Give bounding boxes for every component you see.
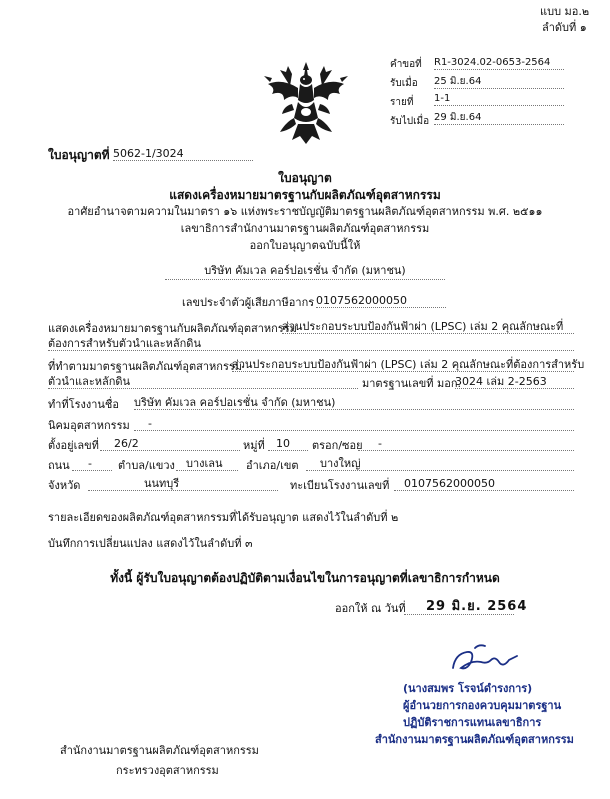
- signature: [445, 640, 525, 676]
- tambon-label: ตำบล/แขวง: [118, 459, 175, 472]
- list-value: 1-1: [434, 94, 564, 106]
- province-value: นนทบุรี: [144, 477, 180, 490]
- garuda-emblem: [262, 60, 350, 146]
- tambon-value: บางเลน: [186, 457, 223, 470]
- details-note: รายละเอียดของผลิตภัณฑ์อุตสาหกรรมที่ได้รับอนุญาต แสดงไว้ในลำดับที่ ๒: [48, 511, 399, 524]
- signatory-title3: สำนักงานมาตรฐานผลิตภัณฑ์อุตสาหกรรม: [375, 733, 574, 746]
- picked-label: รับไปเมื่อ: [390, 116, 430, 127]
- issued-date-stamp: 29 มิ.ย. 2564: [426, 599, 528, 614]
- tambon-value-line: [176, 458, 238, 471]
- standard-label: ที่ทำตามมาตรฐานผลิตภัณฑ์อุตสาหกรรม: [48, 360, 243, 373]
- amphoe-value-line: [306, 458, 574, 471]
- picked-value: 29 มิ.ย.64: [434, 113, 564, 125]
- soi-value: -: [378, 437, 382, 450]
- product-label: แสดงเครื่องหมายมาตรฐานกับผลิตภัณฑ์อุตสาหกรรม: [48, 322, 297, 335]
- company-name: บริษัท คัมเวล คอร์ปอเรชั่น จำกัด (มหาชน): [204, 264, 406, 277]
- soi-label: ตรอก/ซอย: [312, 439, 363, 452]
- license-no-value: 5062-1/3024: [113, 148, 253, 161]
- road-value-line: [72, 458, 112, 471]
- estate-label: นิคมอุตสาหกรรม: [48, 419, 130, 432]
- signatory-title2: ปฏิบัติราชการแทนเลขาธิการ: [403, 716, 542, 729]
- request-no-value: R1-3024.02-0653-2564: [434, 58, 564, 70]
- license-no-label: ใบอนุญาตที่: [48, 148, 110, 162]
- address-value: 26/2: [114, 437, 139, 450]
- soi-value-line: [358, 438, 574, 451]
- title-sub: แสดงเครื่องหมายมาตรฐานกับผลิตภัณฑ์อุตสาหกรรม: [169, 188, 441, 202]
- address-label: ตั้งอยู่เลขที่: [48, 439, 99, 452]
- title-authority: อาศัยอำนาจตามความในมาตรา ๑๖ แห่งพระราชบัญญัติมาตรฐานผลิตภัณฑ์อุตสาหกรรม พ.ศ. ๒๕๑๑: [67, 205, 543, 218]
- road-value: -: [88, 457, 92, 470]
- received-label: รับเมื่อ: [390, 78, 418, 89]
- reg-value: 0107562000050: [404, 477, 495, 490]
- form-code: แบบ มอ.๒: [540, 5, 590, 18]
- address-value-line: [100, 438, 240, 451]
- amphoe-value: บางใหญ่: [320, 457, 361, 470]
- product-value-line2: ต้องการสำหรับตัวนำและหลักดิน: [48, 338, 574, 351]
- province-value-line: [88, 478, 278, 491]
- received-value: 25 มิ.ย.64: [434, 77, 564, 89]
- title-main: ใบอนุญาต: [278, 171, 332, 185]
- province-label: จังหวัด: [48, 479, 81, 492]
- amphoe-label: อำเภอ/เขต: [246, 459, 299, 472]
- estate-value-line: [134, 418, 574, 431]
- moo-value-line: [268, 438, 308, 451]
- garuda-icon: [262, 60, 350, 146]
- reg-label: ทะเบียนโรงงานเลขที่: [290, 479, 390, 492]
- signatory-title1: ผู้อำนวยการกองควบคุมมาตรฐาน: [403, 699, 562, 712]
- product-value-line1: ส่วนประกอบระบบป้องกันฟ้าผ่า (LPSC) เล่ม 2 คุณลักษณะที่: [282, 321, 574, 334]
- road-label: ถนน: [48, 459, 70, 472]
- footer-ministry: กระทรวงอุตสาหกรรม: [116, 764, 219, 777]
- title-secretary: เลขาธิการสำนักงานมาตรฐานผลิตภัณฑ์อุตสาหกรรม: [180, 222, 430, 235]
- title-issue: ออกใบอนุญาตฉบับนี้ให้: [249, 239, 361, 252]
- footer-office: สำนักงานมาตรฐานผลิตภัณฑ์อุตสาหกรรม: [60, 744, 259, 757]
- request-no-label: คำขอที่: [390, 59, 422, 70]
- reg-value-line: [394, 478, 574, 491]
- company-underline: [165, 279, 445, 280]
- moo-value: 10: [276, 437, 290, 450]
- standard-number-label: มาตรฐานเลขที่ มอก.: [362, 377, 462, 390]
- factory-name-label: ทำที่โรงงานชื่อ: [48, 398, 120, 411]
- moo-label: หมู่ที่: [243, 439, 265, 452]
- standard-number-value: 3024 เล่ม 2-2563: [455, 376, 574, 389]
- signatory-name: (นางสมพร โรจน์ดำรงการ): [403, 682, 533, 695]
- issued-label: ออกให้ ณ วันที่: [335, 602, 406, 615]
- factory-name-value: บริษัท คัมเวล คอร์ปอเรชั่น จำกัด (มหาชน): [134, 397, 574, 410]
- changes-note: บันทึกการเปลี่ยนแปลง แสดงไว้ในลำดับที่ ๓: [48, 537, 253, 550]
- tax-label: เลขประจำตัวผู้เสียภาษีอากร: [182, 296, 315, 309]
- signature-icon: [445, 640, 525, 676]
- condition-note: ทั้งนี้ ผู้รับใบอนุญาตต้องปฏิบัติตามเงื่อนไขในการอนุญาตที่เลขาธิการกำหนด: [110, 571, 500, 585]
- standard-value-line2: ตัวนำและหลักดิน: [48, 376, 358, 389]
- estate-value: -: [148, 417, 152, 430]
- issued-value-line: [404, 599, 528, 615]
- list-label: รายที่: [390, 97, 414, 108]
- tax-value: 0107562000050: [316, 295, 446, 308]
- form-order: ลำดับที่ ๑: [542, 21, 587, 34]
- standard-value-line1: ส่วนประกอบระบบป้องกันฟ้าผ่า (LPSC) เล่ม 2 คุณลักษณะที่ต้องการสำหรับ: [232, 358, 585, 371]
